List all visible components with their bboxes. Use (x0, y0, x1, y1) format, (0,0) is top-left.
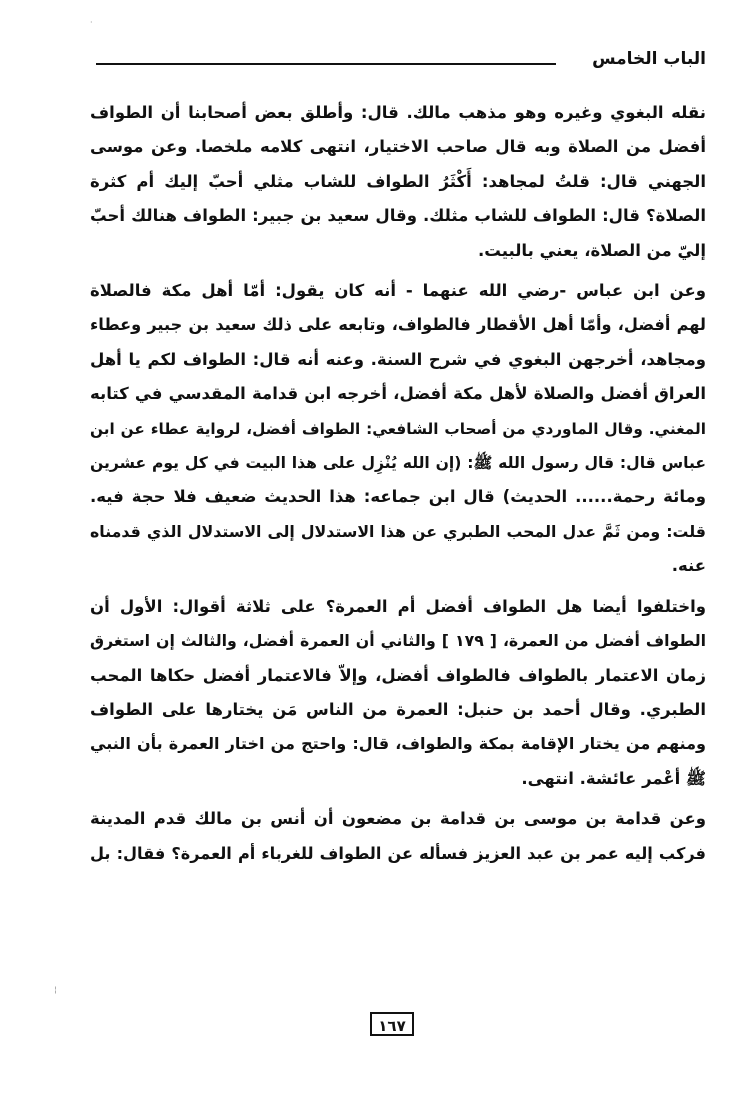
text-line: وعن قدامة بن موسى بن قدامة بن مضعون أن أنس بن مالك قدم المدينة (90, 809, 706, 829)
text-line: ﷺ أعْمر عائشة. انتهى. (521, 768, 706, 788)
text-line: لهم أفضل، وأمّا أهل الأقطار فالطواف، وتابعه على ذلك سعيد بن جبير وعطاء (90, 315, 706, 335)
paragraph-4 (90, 802, 706, 871)
text-line: الجهني قال: قلتُ لمجاهد: أَكْثَرُ الطواف للشاب مثلي أحبّ إليك أم كثرة (90, 171, 706, 191)
page-number: ١٦٧ (370, 1012, 414, 1036)
text-line: فركب إليه عمر بن عبد العزيز فسأله عن الطواف للغرباء أم العمرة؟ فقال: بل (90, 843, 706, 863)
text-line: نقله البغوي وغيره وهو مذهب مالك. قال: وأطلق بعض أصحابنا أن الطواف (90, 103, 706, 122)
text-line: قلت: ومن ثَمَّ عدل المحب الطبري عن هذا الاستدلال إلى الاستدلال الذي قدمناه (90, 521, 706, 541)
text-line: ومنهم من يختار الإقامة بمكة والطواف، قال: واحتج من اختار العمرة بأن النبي (90, 734, 706, 754)
running-header (96, 44, 706, 74)
text-line: الطواف أفضل من العمرة، [ ١٧٩ ] والثاني أن العمرة أفضل، والثالث إن استغرق (90, 631, 706, 651)
paragraph-1 (90, 96, 706, 268)
text-line: وعن ابن عباس -رضي الله عنهما - أنه كان يقول: أمّا أهل مكة فالصلاة (90, 281, 706, 301)
text-line: ومائة رحمة...... الحديث) قال ابن جماعه: هذا الحديث ضعيف فلا حجة فيه. (90, 487, 706, 507)
paragraph-3 (90, 590, 706, 796)
scan-speck: · (90, 18, 93, 27)
header-rule (96, 63, 556, 65)
scan-speck: ¦ (54, 985, 57, 994)
text-line: عنه. (671, 556, 706, 576)
body-text (90, 96, 706, 871)
text-line: العراق أفضل والصلاة لأهل مكة أفضل، أخرجه ابن قدامة المقدسي في كتابه (90, 384, 706, 404)
chapter-title: الباب الخامس (582, 44, 706, 74)
text-line: الصلاة؟ قال: الطواف للشاب مثلك. وقال سعيد بن جبير: الطواف هنالك أحبّ (90, 206, 706, 226)
text-line: الطبري. وقال أحمد بن حنبل: العمرة من الناس مَن يختارها على الطواف (90, 699, 706, 719)
paragraph-2 (90, 274, 706, 584)
text-line: عباس قال: قال رسول الله ﷺ: (إن الله يُنْزِل على هذا البيت في كل يوم عشرين (90, 454, 706, 473)
text-line: زمان الاعتمار بالطواف فالطواف أفضل، وإلاّ فالاعتمار أفضل حكاها المحب (90, 665, 706, 685)
text-line: واختلفوا أيضا هل الطواف أفضل أم العمرة؟ على ثلاثة أقوال: الأول أن (90, 596, 706, 616)
text-line: ومجاهد، أخرجهن البغوي في شرح السنة. وعنه أنه قال: الطواف لكم يا أهل (90, 349, 706, 369)
text-line: أفضل من الصلاة وبه قال صاحب الاختيار، انتهى كلامه ملخصا. وعن موسى (90, 137, 706, 157)
text-line: إليّ من الصلاة، يعني بالبيت. (478, 240, 706, 260)
text-line: المغني. وقال الماوردي من أصحاب الشافعي: الطواف أفضل، لرواية عطاء عن ابن (90, 419, 706, 438)
